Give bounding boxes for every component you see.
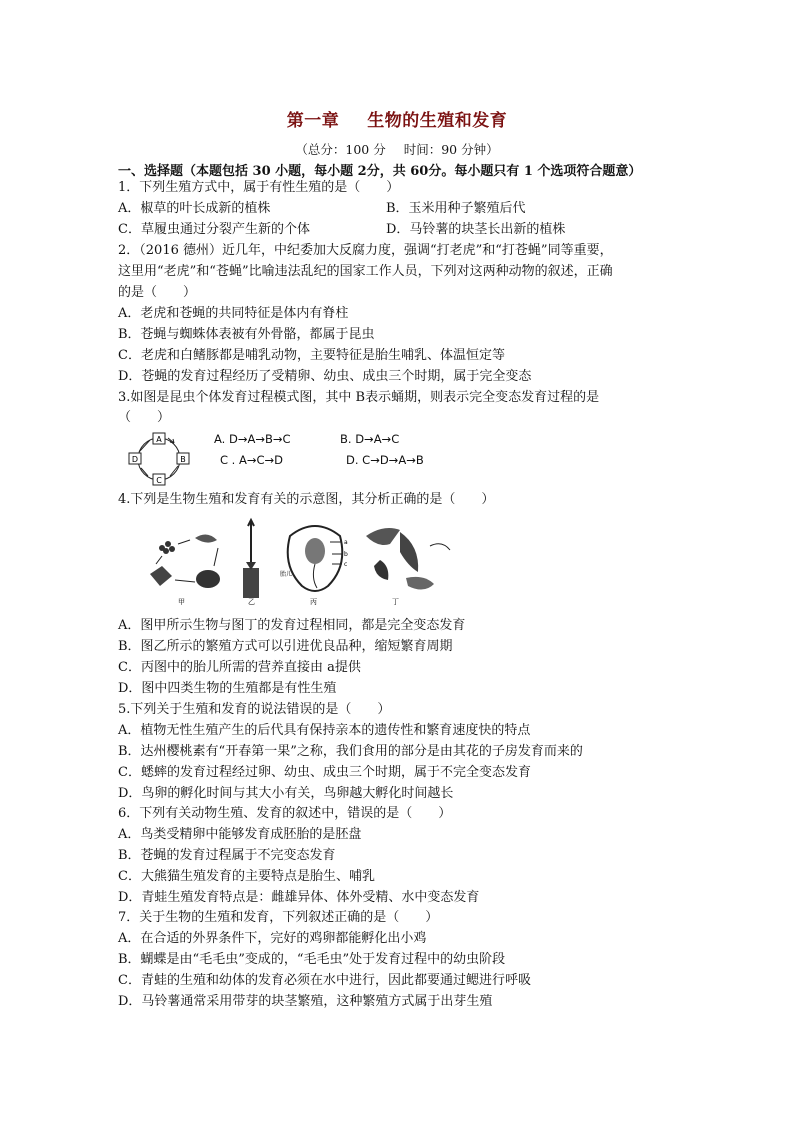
q3-option-a: A. D→A→B→C bbox=[214, 432, 291, 446]
chapter-number: 第一章 bbox=[286, 111, 340, 131]
section-heading: 一、选择题（本题包括 30 小题，每小题 2分，共 60分。每小题只有 1 个选项符合题意） bbox=[118, 164, 642, 179]
cycle-label-d: D bbox=[131, 455, 139, 464]
chapter-name: 生物的生殖和发育 bbox=[367, 111, 508, 131]
q7-option-b: B．蝴蝶是由“毛毛虫”变成的，“毛毛虫”处于发育过程中的幼虫阶段 bbox=[118, 952, 506, 967]
q4-option-d: D．图中四类生物的生殖都是有性生殖 bbox=[118, 681, 337, 696]
q4-stem: 4.下列是生物生殖和发育有关的示意图，其分析正确的是（ ） bbox=[118, 492, 495, 507]
q6-option-c: C．大熊猫生殖发育的主要特点是胎生、哺乳 bbox=[118, 869, 375, 884]
cycle-label-c: C bbox=[156, 476, 162, 485]
label-ding: 丁 bbox=[392, 598, 399, 606]
q2-option-d: D．苍蝇的发育过程经历了受精卵、幼虫、成虫三个时期，属于完全变态 bbox=[118, 369, 532, 384]
time-limit: 时间：90 分钟） bbox=[403, 142, 499, 157]
cycle-label-a: A bbox=[156, 435, 162, 444]
reproduction-figures bbox=[140, 516, 470, 608]
figure-yi bbox=[243, 520, 259, 606]
q3-option-d: D. C→D→A→B bbox=[346, 453, 424, 467]
q1-option-b: B．玉米用种子繁殖后代 bbox=[386, 201, 526, 216]
q3-option-b: B. D→A→C bbox=[340, 432, 400, 446]
q2-option-a: A．老虎和苍蝇的共同特征是体内有脊柱 bbox=[118, 306, 349, 321]
q5-stem: 5.下列关于生殖和发育的说法错误的是（ ） bbox=[118, 702, 391, 717]
q6-option-d: D．青蛙生殖发育特点是：雌雄异体、体外受精、水中变态发育 bbox=[118, 890, 480, 905]
q1-option-c: C．草履虫通过分裂产生新的个体 bbox=[118, 222, 310, 237]
q4-option-b: B．图乙所示的繁殖方式可以引进优良品种，缩短繁育周期 bbox=[118, 639, 453, 654]
q4-option-a: A．图甲所示生物与图丁的发育过程相同，都是完全变态发育 bbox=[118, 618, 466, 633]
q5-option-b: B．达州樱桃素有“开春第一果”之称，我们食用的部分是由其花的子房发育而来的 bbox=[118, 744, 583, 759]
q2-stem-line1: 2．（2016 德州）近几年，中纪委加大反腐力度，强调“打老虎”和“打苍蝇”同等重要， bbox=[118, 243, 613, 258]
figure-jia bbox=[150, 534, 220, 606]
cycle-label-b: B bbox=[180, 455, 186, 464]
label-b: b bbox=[344, 551, 348, 558]
q7-option-a: A．在合适的外界条件下，完好的鸡卵都能孵化出小鸡 bbox=[118, 931, 427, 946]
label-yi: 乙 bbox=[248, 598, 255, 606]
q6-option-b: B．苍蝇的发育过程属于不完变态发育 bbox=[118, 848, 336, 863]
q1-option-a: A．椒草的叶长成新的植株 bbox=[118, 201, 271, 216]
label-a: a bbox=[344, 539, 348, 546]
q1-stem: 1．下列生殖方式中，属于有性生殖的是（ ） bbox=[118, 180, 400, 195]
q2-option-c: C．老虎和白鳍豚都是哺乳动物，主要特征是胎生哺乳、体温恒定等 bbox=[118, 348, 505, 363]
exam-meta bbox=[0, 140, 794, 158]
q6-option-a: A．鸟类受精卵中能够发育成胚胎的是胚盘 bbox=[118, 827, 362, 842]
q5-option-a: A．植物无性生殖产生的后代具有保持亲本的遗传性和繁育速度快的特点 bbox=[118, 723, 531, 738]
q2-stem-line2: 这里用“老虎”和“苍蝇”比喻违法乱纪的国家工作人员，下列对这两种动物的叙述，正确 bbox=[118, 264, 613, 279]
label-jia: 甲 bbox=[178, 598, 185, 606]
q6-stem: 6．下列有关动物生殖、发育的叙述中，错误的是（ ） bbox=[118, 806, 452, 821]
label-fetus: 胎儿 bbox=[280, 571, 293, 578]
chapter-title bbox=[0, 106, 794, 131]
q3-stem-line2: （ ） bbox=[118, 410, 171, 425]
label-bing: 丙 bbox=[310, 598, 317, 606]
q7-option-c: C．青蛙的生殖和幼体的发育必须在水中进行，因此都要通过鳃进行呼吸 bbox=[118, 973, 531, 988]
q2-option-b: B．苍蝇与蜘蛛体表被有外骨骼，都属于昆虫 bbox=[118, 327, 375, 342]
label-c: c bbox=[344, 561, 348, 568]
q7-option-d: D．马铃薯通常采用带芽的块茎繁殖，这种繁殖方式属于出芽生殖 bbox=[118, 994, 493, 1009]
q2-stem-line3: 的是（ ） bbox=[118, 285, 197, 300]
q5-option-c: C．蟋蟀的发育过程经过卵、幼虫、成虫三个时期，属于不完全变态发育 bbox=[118, 765, 531, 780]
insect-cycle-diagram bbox=[124, 430, 194, 488]
total-score: （总分：100 分 bbox=[295, 142, 386, 157]
q3-stem-line1: 3.如图是昆虫个体发育过程模式图，其中 B表示蛹期，则表示完全变态发育过程的是 bbox=[118, 390, 600, 405]
figure-ding bbox=[366, 528, 450, 606]
q1-option-d: D．马铃薯的块茎长出新的植株 bbox=[386, 222, 566, 237]
q3-option-c: C . A→C→D bbox=[220, 453, 284, 467]
q4-option-c: C．丙图中的胎儿所需的营养直接由 a提供 bbox=[118, 660, 361, 675]
q7-stem: 7．关于生物的生殖和发育，下列叙述正确的是（ ） bbox=[118, 910, 439, 925]
q5-option-d: D．鸟卵的孵化时间与其大小有关，鸟卵越大孵化时间越长 bbox=[118, 786, 454, 801]
figure-bing bbox=[280, 526, 348, 606]
